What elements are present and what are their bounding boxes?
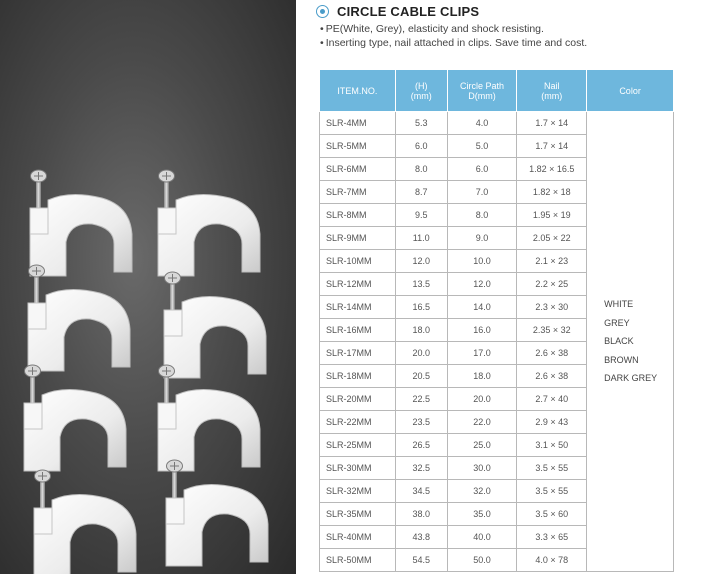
item-cell: SLR-30MM <box>320 457 396 480</box>
nail-cell: 2.7 × 40 <box>517 388 587 411</box>
h-cell: 23.5 <box>395 411 447 434</box>
nail-cell: 3.5 × 60 <box>517 503 587 526</box>
h-cell: 18.0 <box>395 319 447 342</box>
h-cell: 8.0 <box>395 158 447 181</box>
h-cell: 12.0 <box>395 250 447 273</box>
nail-cell: 2.05 × 22 <box>517 227 587 250</box>
header-color: Color <box>587 70 674 112</box>
color-option: BROWN <box>604 354 639 365</box>
nail-cell: 1.7 × 14 <box>517 112 587 135</box>
h-cell: 16.5 <box>395 296 447 319</box>
item-cell: SLR-4MM <box>320 112 396 135</box>
clip-right-3 <box>158 365 260 471</box>
h-cell: 8.7 <box>395 181 447 204</box>
d-cell: 7.0 <box>447 181 517 204</box>
table-header-row <box>320 70 674 112</box>
nail-cell: 3.5 × 55 <box>517 457 587 480</box>
nail-cell: 2.6 × 38 <box>517 365 587 388</box>
item-cell: SLR-25MM <box>320 434 396 457</box>
nail-cell: 2.3 × 30 <box>517 296 587 319</box>
h-cell: 20.0 <box>395 342 447 365</box>
d-cell: 9.0 <box>447 227 517 250</box>
h-cell: 9.5 <box>395 204 447 227</box>
feature-item: • PE(White, Grey), elasticity and shock resisting. <box>320 22 587 36</box>
nail-cell: 3.1 × 50 <box>517 434 587 457</box>
d-cell: 8.0 <box>447 204 517 227</box>
item-cell: SLR-10MM <box>320 250 396 273</box>
h-cell: 38.0 <box>395 503 447 526</box>
h-cell: 5.3 <box>395 112 447 135</box>
cable-clips-image <box>0 0 296 574</box>
clip-right-2 <box>164 272 266 378</box>
nail-cell: 2.2 × 25 <box>517 273 587 296</box>
item-cell: SLR-8MM <box>320 204 396 227</box>
h-cell: 54.5 <box>395 549 447 572</box>
item-cell: SLR-6MM <box>320 158 396 181</box>
color-option: BLACK <box>604 336 634 347</box>
item-cell: SLR-32MM <box>320 480 396 503</box>
h-cell: 6.0 <box>395 135 447 158</box>
clip-left-2 <box>28 265 130 371</box>
d-cell: 50.0 <box>447 549 517 572</box>
product-photo <box>0 0 296 574</box>
item-cell: SLR-9MM <box>320 227 396 250</box>
d-cell: 6.0 <box>447 158 517 181</box>
clip-left-4 <box>34 470 136 574</box>
item-cell: SLR-50MM <box>320 549 396 572</box>
clip-right-1 <box>158 170 260 276</box>
h-cell: 43.8 <box>395 526 447 549</box>
h-cell: 22.5 <box>395 388 447 411</box>
item-cell: SLR-40MM <box>320 526 396 549</box>
radio-bullet-icon <box>316 5 329 18</box>
d-cell: 40.0 <box>447 526 517 549</box>
h-cell: 20.5 <box>395 365 447 388</box>
header-nail: Nail (mm) <box>517 70 587 112</box>
spec-table <box>319 69 674 572</box>
item-cell: SLR-7MM <box>320 181 396 204</box>
d-cell: 32.0 <box>447 480 517 503</box>
h-cell: 26.5 <box>395 434 447 457</box>
item-cell: SLR-12MM <box>320 273 396 296</box>
page-title: CIRCLE CABLE CLIPS <box>337 3 480 19</box>
item-cell: SLR-22MM <box>320 411 396 434</box>
h-cell: 34.5 <box>395 480 447 503</box>
nail-cell: 4.0 × 78 <box>517 549 587 572</box>
color-option: DARK GREY <box>604 373 658 384</box>
nail-cell: 2.6 × 38 <box>517 342 587 365</box>
d-cell: 12.0 <box>447 273 517 296</box>
item-cell: SLR-5MM <box>320 135 396 158</box>
table-body <box>320 112 674 572</box>
item-cell: SLR-20MM <box>320 388 396 411</box>
d-cell: 18.0 <box>447 365 517 388</box>
feature-list <box>320 22 587 50</box>
title-row <box>316 2 479 20</box>
table-row <box>320 112 674 135</box>
color-option: WHITE <box>604 299 634 310</box>
item-cell: SLR-18MM <box>320 365 396 388</box>
d-cell: 16.0 <box>447 319 517 342</box>
clip-left-3 <box>24 365 126 471</box>
nail-cell: 1.82 × 16.5 <box>517 158 587 181</box>
nail-cell: 1.95 × 19 <box>517 204 587 227</box>
header-item: ITEM.NO. <box>320 70 396 112</box>
nail-cell: 1.7 × 14 <box>517 135 587 158</box>
h-cell: 11.0 <box>395 227 447 250</box>
nail-cell: 2.35 × 32 <box>517 319 587 342</box>
h-cell: 13.5 <box>395 273 447 296</box>
header-h: (H) (mm) <box>395 70 447 112</box>
color-options-cell <box>587 112 674 572</box>
h-cell: 32.5 <box>395 457 447 480</box>
nail-cell: 2.1 × 23 <box>517 250 587 273</box>
d-cell: 35.0 <box>447 503 517 526</box>
clip-right-4 <box>166 460 268 566</box>
nail-cell: 3.3 × 65 <box>517 526 587 549</box>
d-cell: 22.0 <box>447 411 517 434</box>
d-cell: 30.0 <box>447 457 517 480</box>
d-cell: 17.0 <box>447 342 517 365</box>
item-cell: SLR-14MM <box>320 296 396 319</box>
header-d: Circle Path D(mm) <box>447 70 517 112</box>
item-cell: SLR-35MM <box>320 503 396 526</box>
d-cell: 14.0 <box>447 296 517 319</box>
d-cell: 25.0 <box>447 434 517 457</box>
item-cell: SLR-17MM <box>320 342 396 365</box>
nail-cell: 1.82 × 18 <box>517 181 587 204</box>
d-cell: 5.0 <box>447 135 517 158</box>
clip-left-1 <box>30 170 132 276</box>
nail-cell: 3.5 × 55 <box>517 480 587 503</box>
item-cell: SLR-16MM <box>320 319 396 342</box>
nail-cell: 2.9 × 43 <box>517 411 587 434</box>
d-cell: 4.0 <box>447 112 517 135</box>
feature-item: • Inserting type, nail attached in clips. Save time and cost. <box>320 36 587 50</box>
color-option: GREY <box>604 317 630 328</box>
d-cell: 20.0 <box>447 388 517 411</box>
d-cell: 10.0 <box>447 250 517 273</box>
